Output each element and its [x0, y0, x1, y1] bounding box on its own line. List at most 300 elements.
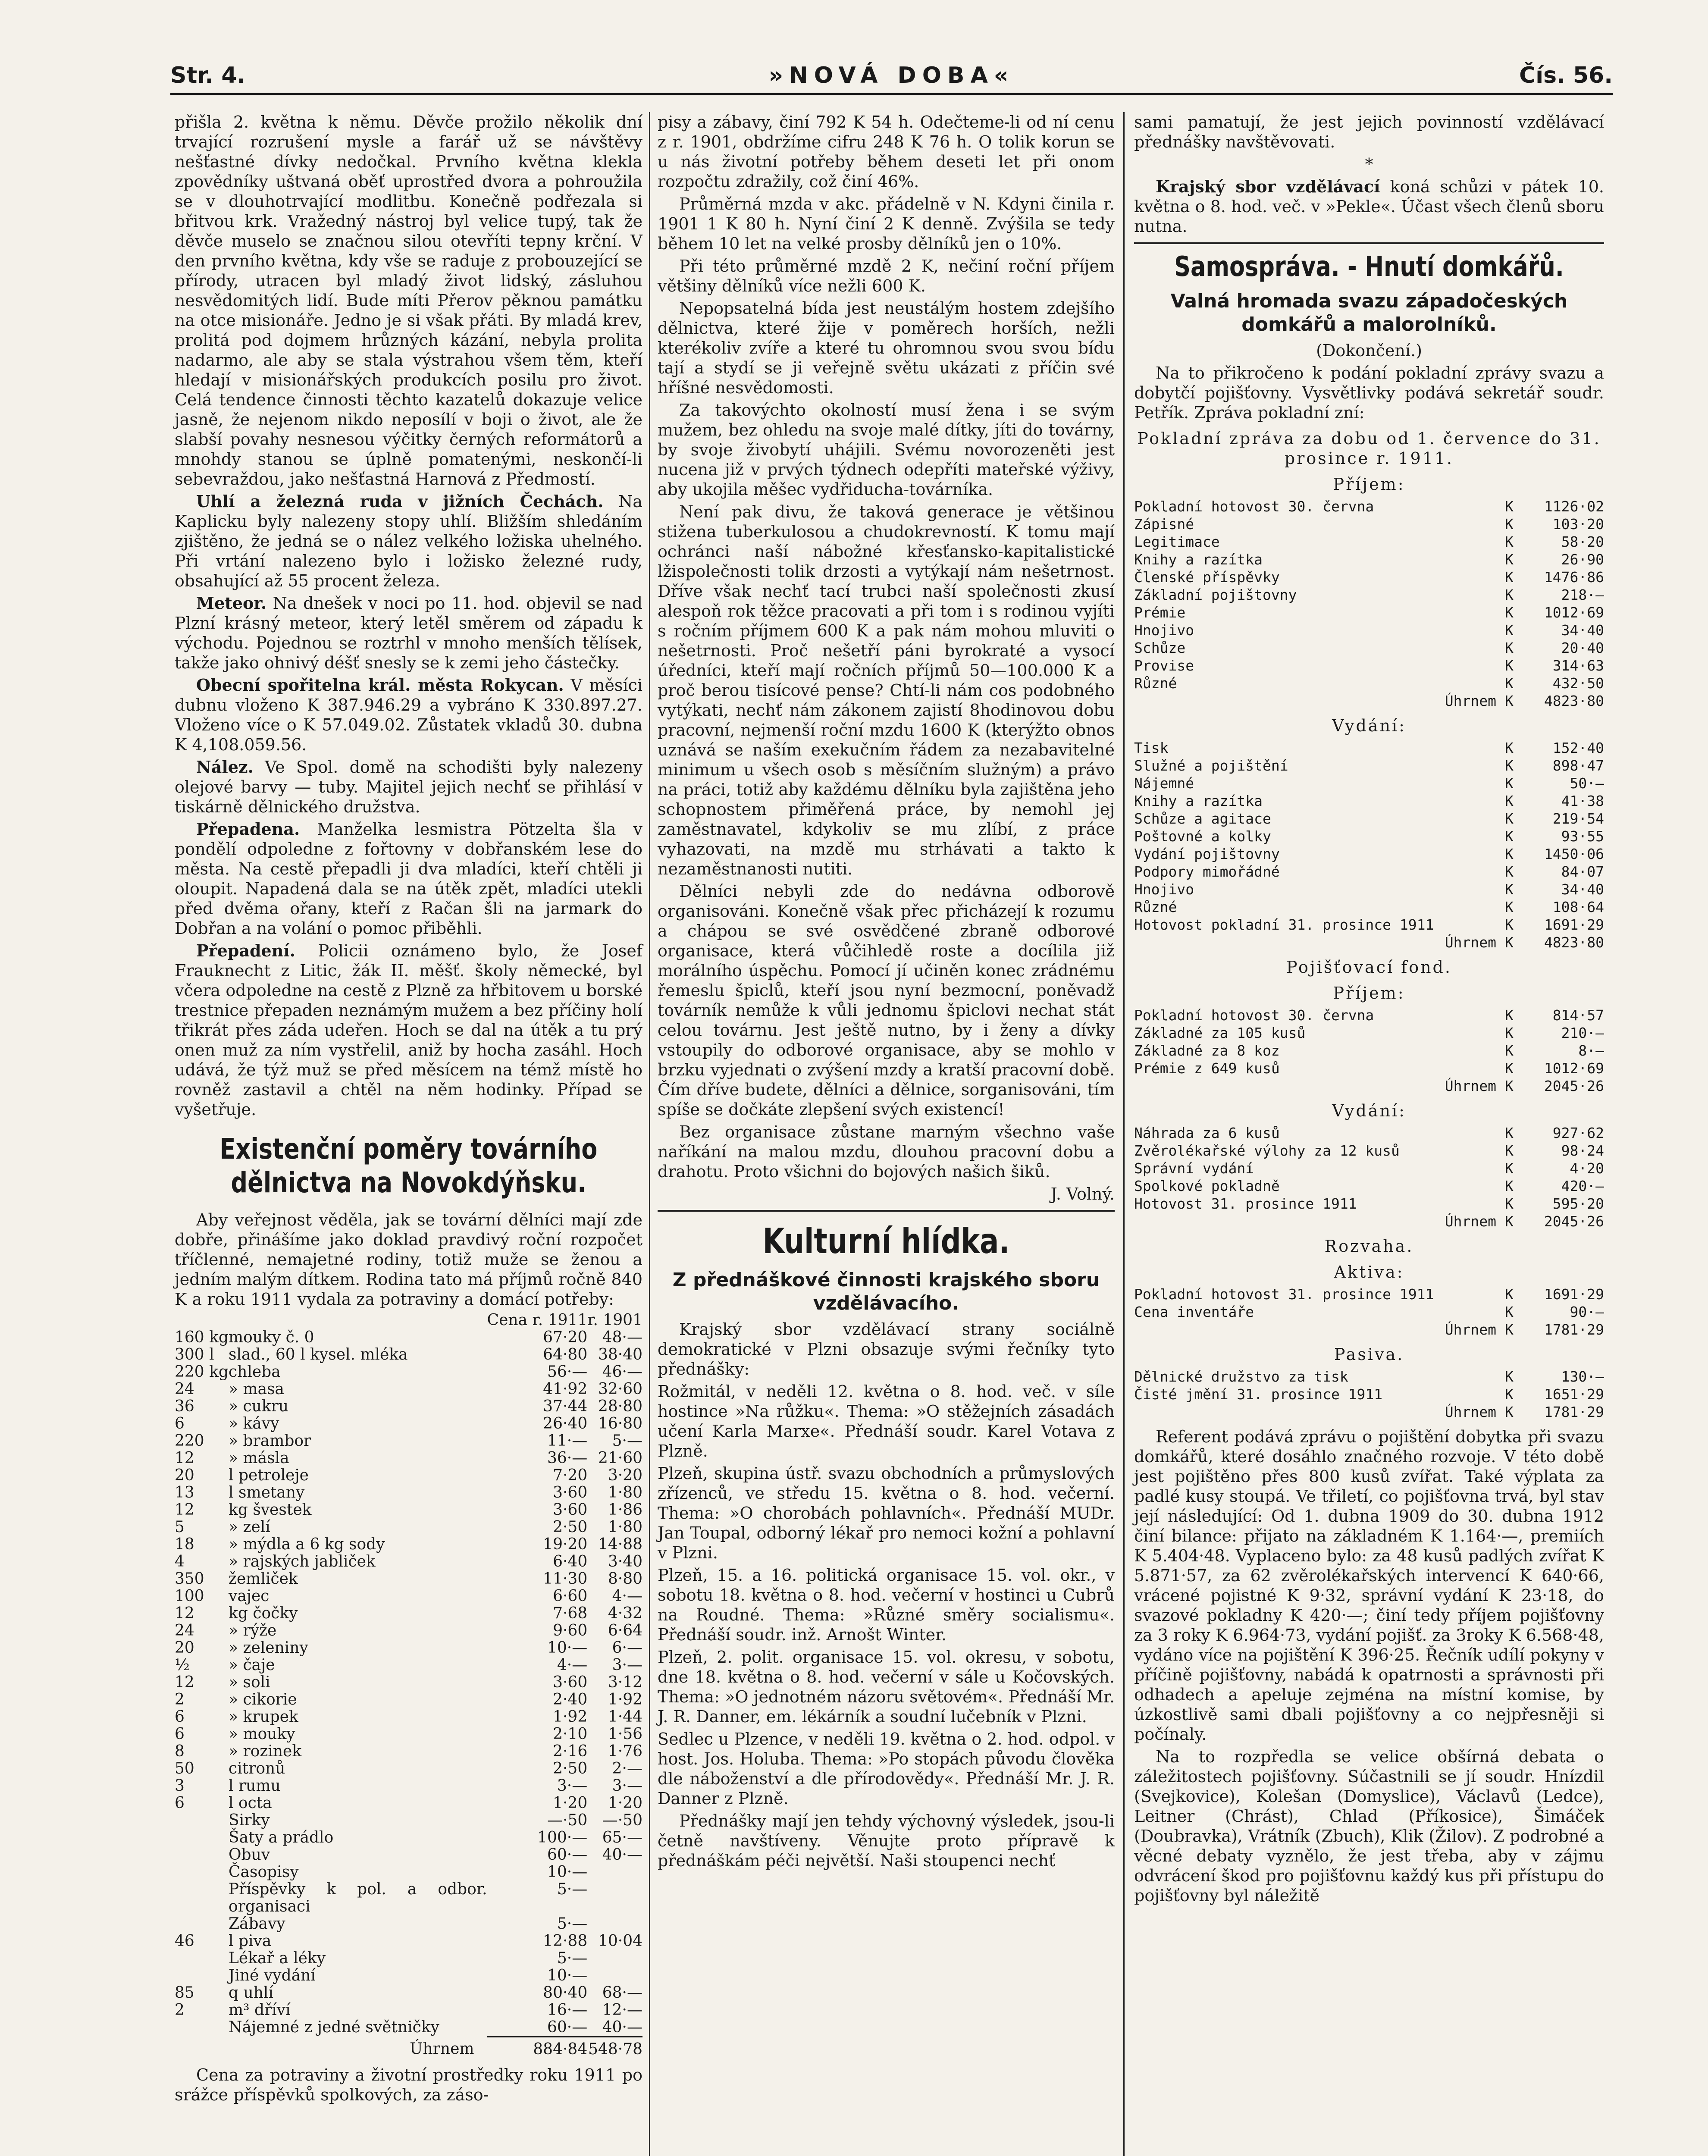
- table-row: [175, 1501, 642, 1519]
- row-price-1911: 2·50: [553, 1518, 588, 1536]
- row-price-1901: 3·20: [608, 1467, 642, 1484]
- table-row: [175, 1984, 642, 2002]
- currency: K: [1505, 657, 1514, 674]
- ledger-row: [1134, 916, 1604, 934]
- row-price-1901: 10·04: [598, 1932, 642, 1950]
- ledger-row: [1134, 568, 1604, 586]
- row-quantity: 20: [175, 1639, 194, 1657]
- row-item: » brambor: [229, 1432, 311, 1450]
- row-item: l rumu: [229, 1777, 281, 1795]
- ledger-label: Náhrada za 6 kusů: [1134, 1125, 1280, 1141]
- ledger-row: [1134, 1059, 1604, 1077]
- row-price-1901: 2·—: [612, 1760, 642, 1777]
- row-price-1911: 60·—: [547, 1846, 588, 1864]
- total-label: Úhrnem: [1445, 1321, 1496, 1338]
- table-row: [175, 1657, 642, 1674]
- row-item: » rozinek: [229, 1742, 302, 1760]
- row-price-1901: —·50: [602, 1811, 642, 1829]
- paragraph: Cena za potraviny a životní prostředky roku 1911 po srážce příspěvků spolkových, za záso-: [175, 2065, 642, 2104]
- row-item: l smetany: [229, 1484, 305, 1501]
- row-quantity: 18: [175, 1536, 194, 1553]
- ledger-row: [1134, 604, 1604, 621]
- expense-total: [1134, 934, 1604, 951]
- row-item: slad., 60 l kysel. mléka: [229, 1346, 408, 1363]
- paragraph: Referent podává zprávu o pojištění dobytka při svazu domkářů, které dosáhlo značného rozvoje. V této době jest pojištěno přes 800 kusů zvířat. Také výplata za padlé kusy stoupá. Ve třiletí, co pojišťovna trvá, byl stav její následující: Od 1. dubna 1909 do 30. dubna 1912 činí bilance: přijato na základném K 1.164·—, premiích K 5.404·48. Vyplaceno bylo: za 48 kusů padlých zvířat K 5.871·57, za 62 zvěrolékařských intervencí K 640·66, vrácené pojistné K 9·32, správní vydání K 23·18, do svazové pokladny K 420·—; činí tedy příjem pojišťovny za 3 roky K 6.964·73, vydání pojišť. za 3roky K 6.568·48, vydáno více na pojištění K 396·25. Řečník udílí pokyny v příčině pojišťovny, nabádá k opatrnosti a správnosti při odhadech a apeluje zejména na místní komise, by úzkostlivě sami dbali pojišťovny a co nejpřesněji si počínaly.: [1134, 1427, 1604, 1744]
- news-text: Manželka lesmistra Pötzelta šla v pondělí odpoledne z fořtovny v dobřanském lese do města. Na cestě přepadli ji dva mladíci, kteří chtěli ji oloupit. Napadená dala se na útěk zpět, mladíci utekli před dvěma ořany, kteří z Račan šli na jarmark do Dobřan a na volání o pomoc přiběhli.: [175, 820, 642, 938]
- row-price-1901: 21·60: [598, 1449, 642, 1467]
- table-row: [175, 1415, 642, 1432]
- paragraph: Na to přikročeno k podání pokladní zprávy svazu a dobytčí pojišťovny. Vysvětlivky podává sekretář soudr. Petřík. Zpráva pokladní zní:: [1134, 364, 1604, 422]
- total-value: 1781·29: [1544, 1321, 1604, 1338]
- row-quantity: 6: [175, 1708, 185, 1726]
- ledger-label: Služné a pojištění: [1134, 757, 1288, 774]
- currency: K: [1505, 569, 1514, 586]
- row-item: l octa: [229, 1794, 272, 1812]
- row-price-1911: 80·40: [543, 1984, 588, 2002]
- issue-number: Čís. 56.: [1519, 63, 1613, 88]
- row-price-1901: 12·—: [602, 2001, 642, 2019]
- currency: K: [1505, 1386, 1514, 1403]
- total-row: [1134, 1403, 1604, 1421]
- row-price-1911: 2·16: [553, 1742, 588, 1760]
- currency: K: [1505, 533, 1514, 550]
- row-price-1901: 4·—: [612, 1587, 642, 1605]
- row-quantity: 8: [175, 1742, 185, 1760]
- ledger-row: [1134, 657, 1604, 674]
- currency: K: [1505, 1007, 1514, 1024]
- column-header: r. 1901: [587, 1311, 642, 1329]
- table-row: [175, 1795, 642, 1812]
- ledger-row: [1134, 863, 1604, 881]
- row-price-1911: 2·40: [553, 1691, 588, 1708]
- assets-label: Aktiva:: [1334, 1263, 1404, 1282]
- lecture-item: Plzeň, 15. a 16. politická organisace 15. vol. okr., v sobotu 18. května o 8. hod. večerní v hostinci u Cubrů na Roudné. Thema: »Různé směry socialismu«. Přednáší soudr. inž. Arnošt Winter.: [658, 1566, 1115, 1644]
- row-item: chleba: [229, 1363, 281, 1381]
- news-text: V měsíci dubnu vloženo K 387.946.29 a vybráno K 330.897.27. Vloženo více o K 57.049.02. Zůstatek vkladů 30. dubna K 4,108.059.56.: [175, 676, 642, 754]
- section-title: Kulturní hlídka.: [762, 1221, 1010, 1261]
- row-quantity: 6: [175, 1725, 185, 1743]
- row-price-1911: 16·—: [547, 2001, 588, 2019]
- ledger-value: 50·—: [1570, 775, 1604, 792]
- ledger-value: 90·—: [1570, 1304, 1604, 1320]
- row-price-1901: 1·80: [608, 1484, 642, 1501]
- assets-table: [1134, 1285, 1604, 1321]
- ledger-row: [1134, 1024, 1604, 1042]
- continued-note: (Dokončení.): [1316, 341, 1422, 360]
- ledger-value: 898·47: [1552, 757, 1604, 774]
- currency: K: [1505, 1025, 1514, 1041]
- ledger-value: 314·63: [1552, 657, 1604, 674]
- ledger-value: 1691·29: [1544, 916, 1604, 933]
- table-row: [175, 1605, 642, 1622]
- currency: K: [1505, 1042, 1514, 1059]
- row-quantity: 24: [175, 1622, 194, 1639]
- total-label: Úhrnem: [1445, 1078, 1496, 1094]
- row-item: m³ dříví: [229, 2001, 291, 2019]
- total-label: Úhrnem: [410, 2040, 474, 2058]
- row-quantity: 13: [175, 1484, 194, 1501]
- row-item: mouky č. 0: [229, 1329, 314, 1346]
- news-item: [1134, 177, 1604, 236]
- row-price-1901: [587, 1881, 642, 1915]
- row-price-1911: 1·92: [553, 1708, 588, 1726]
- row-item: citronů: [229, 1760, 285, 1777]
- ledger-value: 1012·69: [1544, 1060, 1604, 1077]
- row-price-1911: 12·88: [543, 1932, 588, 1950]
- ledger-value: 20·40: [1561, 639, 1604, 656]
- news-item: [175, 819, 642, 938]
- row-quantity: 24: [175, 1380, 194, 1398]
- row-quantity: 300 l: [175, 1346, 214, 1363]
- row-item: kg čočky: [229, 1604, 298, 1622]
- row-price-1911: 67·20: [543, 1329, 588, 1346]
- paragraph: Průměrná mzda v akc. přádelně v N. Kdyni činila r. 1901 1 K 80 h. Nyní činí 2 K denně. Zvýšila se tedy během 10 let na velké prosby dělníků jen o 10%.: [658, 194, 1115, 253]
- table-row: [175, 1639, 642, 1657]
- row-item: » mouky: [229, 1725, 295, 1743]
- row-item: » cukru: [229, 1398, 289, 1415]
- expense-label: Vydání:: [1332, 716, 1406, 735]
- ledger-label: Cena inventáře: [1134, 1304, 1254, 1320]
- row-price-1911: 64·80: [543, 1346, 588, 1363]
- paragraph: Nepopsatelná bída jest neustálým hostem zdejšího dělnictva, které žije v poměrech horších, nežli kterékoliv zvíře a které tu ohromnou svou svou bídu tají a stydí se ji veřejně světu ukázati z příčin své hříšné nesvědomosti.: [658, 299, 1115, 397]
- currency: K: [1505, 740, 1514, 756]
- row-price-1911: 100·—: [537, 1829, 588, 1846]
- table-row: [175, 1743, 642, 1760]
- row-price-1901: 1·76: [608, 1742, 642, 1760]
- row-quantity: 36: [175, 1398, 194, 1415]
- ledger-row: [1134, 1124, 1604, 1142]
- ledger-row: [1134, 586, 1604, 604]
- currency: K: [1505, 586, 1514, 603]
- income-label: Příjem:: [1333, 475, 1405, 494]
- ledger-row: [1134, 515, 1604, 533]
- row-price-1901: 8·80: [608, 1570, 642, 1588]
- row-item: l piva: [229, 1932, 272, 1950]
- paragraph: Není pak divu, že taková generace je většinou stižena tuberkulosou a chudokrevností. K tomu mají ochránci naší nábožné křesťansko-kapitalistické lžispolečnosti tolik drzosti a vytýkají nám nešetrnost. Dříve však nechť tací trubci naší společnosti zkusí alespoň rok těžce pracovati a při tom i s rodinou vyjíti s ročním příjmem 600 K a pak nám mohou mluviti o nešetrnosti. Proč nešetří páni byrokraté a vysocí úředníci, kteří mají ročních příjmů 50—100.000 K a proč berou tisícové pense? Chtí-li nám cos podobného vytýkati, nechť nám zákonem zajistí 8hodinovou dobu pracovní, nejmenší roční mzdu 1600 K (kterýžto obnos uznává se naším exekučním řádem za nezabavitelné minimum u všech osob s měsíčním služným) a právo na práci, totiž aby každému dělníku byla zajištěna jeho schopnostem přiměřená práce, by nemohl jej zaměstnavatel, kdykoliv se mu zlíbí, z práce vyhazovati, na mzdě mu strhávati a takto k nezaměstnanosti nutiti.: [658, 502, 1115, 878]
- ledger-value: 98·24: [1561, 1142, 1604, 1159]
- row-quantity: 6: [175, 1415, 185, 1432]
- ledger-value: 1126·02: [1544, 498, 1604, 515]
- row-quantity: 12: [175, 1501, 194, 1519]
- separator-star: *: [1365, 155, 1373, 174]
- currency: K: [1505, 1078, 1514, 1094]
- table-row: [175, 1726, 642, 1743]
- table-row: [175, 1346, 642, 1363]
- row-price-1901: 40·—: [602, 2018, 642, 2036]
- ledger-label: Zvěrolékařské výlohy za 12 kusů: [1134, 1142, 1400, 1159]
- ledger-value: 420·—: [1561, 1178, 1604, 1194]
- row-quantity: 220 kg: [175, 1363, 229, 1381]
- currency: K: [1505, 1160, 1514, 1177]
- row-quantity: 12: [175, 1673, 194, 1691]
- currency: K: [1505, 551, 1514, 568]
- row-item: l petroleje: [229, 1467, 309, 1484]
- lecture-item: Plzeň, 2. polit. organisace 15. vol. okresu, v sobotu, dne 18. května o 8. hod. večerní v sále u Kočovských. Thema: »O jednotném názoru světovém«. Přednáší Mr. J. R. Danner, em. lékárník a soudní lučebník v Plzni.: [658, 1648, 1115, 1726]
- currency: K: [1505, 516, 1514, 533]
- row-quantity: 12: [175, 1449, 194, 1467]
- ledger-label: Zápisné: [1134, 516, 1194, 533]
- table-row: [175, 1363, 642, 1381]
- section-subtitle: Valná hromada svazu západočeských domkářů a malorolníků.: [1170, 290, 1568, 335]
- ledger-row: [1134, 533, 1604, 551]
- row-item: Obuv: [229, 1846, 270, 1864]
- ledger-label: Podpory mimořádné: [1134, 863, 1280, 880]
- ledger-row: [1134, 1285, 1604, 1303]
- ledger-value: 84·07: [1561, 863, 1604, 880]
- news-text: Na dnešek v noci po 11. hod. objevil se nad Plzní krásný meteor, který letěl směrem od západu k východu. Pojednou se roztrhl v mnoho menších tělísek, takže jako ohnivý déšť snesly se k zemi jeho částečky.: [175, 594, 642, 672]
- table-row: [175, 1536, 642, 1553]
- paragraph: Bez organisace zůstane marným všechno vaše naříkání na malou mzdu, dlouhou pracovní dobu a drahotu. Proto všichni do bojových našich šiků.: [658, 1122, 1115, 1181]
- row-quantity: [175, 1812, 229, 1829]
- row-item: » mýdla a 6 kg sody: [229, 1536, 385, 1553]
- row-quantity: [175, 1915, 229, 1933]
- row-quantity: [175, 2019, 229, 2037]
- row-price-1911: 10·—: [547, 1639, 588, 1657]
- row-price-1901: 65·—: [602, 1829, 642, 1846]
- ledger-label: Základné za 8 koz: [1134, 1042, 1280, 1059]
- row-price-1911: 7·20: [553, 1467, 588, 1484]
- table-row: [175, 1933, 642, 1950]
- ledger-value: 814·57: [1552, 1007, 1604, 1024]
- ledger-label: Hotovost pokladní 31. prosince 1911: [1134, 916, 1434, 933]
- row-price-1901: 1·86: [608, 1501, 642, 1519]
- paragraph: Aby veřejnost věděla, jak se tovární dělníci mají zde dobře, přinášíme jako doklad pravdivý roční rozpočet tříčlenné, nemajetné rodiny, totiž muže se ženou a jedním malým dítkem. Rodina tato má příjmů ročně 840 K a roku 1911 vydala za potraviny a domácí potřeby:: [175, 1210, 642, 1309]
- table-row: [175, 1760, 642, 1777]
- ledger-label: Knihy a razítka: [1134, 793, 1263, 809]
- row-quantity: 2: [175, 2001, 185, 2019]
- row-price-1901: 6·64: [608, 1622, 642, 1639]
- news-text: koná schůzi v pátek 10. května o 8. hod. več. v »Pekle«. Účast všech členů sboru nutna.: [1134, 177, 1604, 236]
- insurance-income-table: [1134, 1006, 1604, 1077]
- row-price-1901: 3·—: [612, 1777, 642, 1795]
- insurance-title: Pojišťovací fond.: [1286, 958, 1452, 977]
- currency: K: [1505, 693, 1514, 709]
- currency: K: [1505, 793, 1514, 809]
- row-price-1911: 2·50: [553, 1760, 588, 1777]
- total-value: 4823·80: [1544, 934, 1604, 951]
- column-divider: [1123, 112, 1125, 2156]
- table-row: [175, 1484, 642, 1501]
- news-headline: Krajský sbor vzdělávací: [1156, 177, 1380, 196]
- row-price-1911: 6·40: [553, 1553, 588, 1570]
- ledger-label: Prémie: [1134, 604, 1186, 621]
- ledger-row: [1134, 827, 1604, 845]
- row-price-1911: 6·60: [553, 1587, 588, 1605]
- paragraph: Krajský sbor vzdělávací strany sociálně demokratické v Plzni obsazuje svými řečníky tyto přednášky:: [658, 1320, 1115, 1379]
- row-quantity: 85: [175, 1984, 194, 2002]
- ledger-row: [1134, 792, 1604, 810]
- row-price-1911: 19·20: [543, 1536, 588, 1553]
- ledger-label: Různé: [1134, 675, 1177, 692]
- row-price-1911: 7·68: [553, 1604, 588, 1622]
- row-item: q uhlí: [229, 1984, 273, 2002]
- currency: K: [1505, 1404, 1514, 1420]
- table-row: [175, 1864, 642, 1881]
- row-price-1901: [587, 1967, 642, 1984]
- total-value: 2045·26: [1544, 1213, 1604, 1230]
- ledger-row: [1134, 845, 1604, 863]
- section-subtitle: Z přednáškové činnosti krajského sboru vzdělávacího.: [672, 1269, 1100, 1314]
- paragraph: Při této průměrné mzdě 2 K, nečiní roční příjem většiny dělníků více nežli 600 K.: [658, 257, 1115, 295]
- ledger-row: [1134, 881, 1604, 898]
- row-item: vajec: [229, 1587, 270, 1605]
- row-price-1911: 5·—: [557, 1880, 588, 1898]
- currency: K: [1505, 639, 1514, 656]
- total-row: [1134, 692, 1604, 710]
- table-row: [175, 1519, 642, 1536]
- row-quantity: 4: [175, 1553, 185, 1570]
- row-quantity: [175, 1967, 229, 1984]
- row-price-1901: 3·40: [608, 1553, 642, 1570]
- newspaper-title: »NOVÁ DOBA«: [768, 63, 1015, 88]
- total-value: 2045·26: [1544, 1078, 1604, 1094]
- ledger-label: Legitimace: [1134, 533, 1220, 550]
- currency: K: [1505, 1213, 1514, 1230]
- table-row: [175, 1570, 642, 1588]
- ledger-row: [1134, 551, 1604, 568]
- row-item: žemliček: [229, 1570, 298, 1588]
- ledger-value: 8·—: [1578, 1042, 1604, 1059]
- row-price-1901: 5·—: [612, 1432, 642, 1450]
- ledger-value: 34·40: [1561, 622, 1604, 639]
- row-price-1901: 1·80: [608, 1518, 642, 1536]
- row-price-1911: 60·—: [547, 2018, 588, 2036]
- row-price-1911: —·50: [547, 1811, 588, 1829]
- ledger-value: 58·20: [1561, 533, 1604, 550]
- ledger-value: 130·—: [1561, 1368, 1604, 1385]
- row-price-1911: 11·30: [543, 1570, 588, 1588]
- row-quantity: ½: [175, 1656, 190, 1674]
- table-row: [175, 1674, 642, 1691]
- ledger-label: Členské příspěvky: [1134, 569, 1280, 586]
- currency: K: [1505, 1286, 1514, 1303]
- insurance-income-total: [1134, 1077, 1604, 1095]
- paragraph: Dělníci nebyli zde do nedávna odborově organisováni. Konečně však přec přicházejí k rozumu a chápou se své osvědčené zbraně odborové organisace, která vůčihledě roste a docílila již morálního úspěchu. Pomocí jí učiněn konec zrádnému řemeslu špiclů, kteří jsou nyní bezmocní, poněvadž továrník nemůže k vůli jednomu špiclovi nechat stát celou továrnu. Jest ještě nutno, by i ženy a dívky vstoupily do odborové organisace, aby se mohlo v brzku vyjednati o zvýšení mzdy a kratší pracovní době. Čím dříve budete, dělníci a dělnice, sorganisováni, tím spíše se dočkáte zlepšení svých existencí!: [658, 882, 1115, 1119]
- row-item: Nájemné z jedné světničky: [229, 2018, 439, 2036]
- assets-total: [1134, 1321, 1604, 1338]
- ledger-value: 93·55: [1561, 828, 1604, 845]
- news-text: Na Kaplicku byly nalezeny stopy uhlí. Bližším shledáním zjištěno, že jedná se o nález velkého ložiska uhelného. Při vrtání nalezeno bylo i ložisko železné rudy, obsahující až 55 procent železa.: [175, 492, 642, 590]
- row-quantity: 220: [175, 1432, 204, 1450]
- row-price-1911: 56·—: [547, 1363, 588, 1381]
- ledger-row: [1134, 1195, 1604, 1213]
- currency: K: [1505, 757, 1514, 774]
- currency: K: [1505, 846, 1514, 862]
- section-rule: [658, 1210, 1115, 1212]
- ledger-label: Nájemné: [1134, 775, 1194, 792]
- currency: K: [1505, 1142, 1514, 1159]
- total-1911: 884·84: [487, 2037, 588, 2059]
- row-item: » masa: [229, 1380, 285, 1398]
- table-row: [175, 1450, 642, 1467]
- column-3: [1134, 112, 1604, 1908]
- ledger-row: [1134, 774, 1604, 792]
- ledger-row: [1134, 1042, 1604, 1059]
- ledger-value: 432·50: [1552, 675, 1604, 692]
- currency: K: [1505, 810, 1514, 827]
- news-item: [175, 941, 642, 1119]
- ledger-row: [1134, 621, 1604, 639]
- ledger-row: [1134, 498, 1604, 515]
- liabilities-total: [1134, 1403, 1604, 1421]
- total-label: Úhrnem: [1445, 1404, 1496, 1420]
- income-label: Příjem:: [1333, 984, 1405, 1003]
- ledger-value: 4·20: [1570, 1160, 1604, 1177]
- ledger-value: 595·20: [1552, 1195, 1604, 1212]
- row-quantity: 46: [175, 1932, 194, 1950]
- row-item: » zelí: [229, 1518, 270, 1536]
- row-item: » másla: [229, 1449, 289, 1467]
- ledger-label: Hnojivo: [1134, 622, 1194, 639]
- ledger-label: Provise: [1134, 657, 1194, 674]
- currency: K: [1505, 899, 1514, 915]
- row-quantity: 160 kg: [175, 1329, 229, 1346]
- ledger-label: Hnojivo: [1134, 881, 1194, 898]
- paragraph: Na to rozpředla se velice obšírná debata o záležitostech pojišťovny. Súčastnili se jí soudr. Hnízdil (Svejkovice), Kolešan (Domyslice), Václavů (Ledce), Leitner (Chrást), Chlad (Příkosice), Šimáček (Doubravka), Vrátník (Zbuch), Klik (Žilov). Z podrobné a věcné debaty vyznělo, že jest třeba, aby v zájmu odvrácení škod pro pojišťovnu každý kus při přístupu do pojišťovny byl náležitě: [1134, 1747, 1604, 1905]
- news-item: [175, 675, 642, 755]
- ledger-value: 26·90: [1561, 551, 1604, 568]
- ledger-label: Základné za 105 kusů: [1134, 1025, 1306, 1041]
- page-header: [170, 54, 1613, 95]
- table-row: [175, 1829, 642, 1846]
- ledger-value: 152·40: [1552, 740, 1604, 756]
- currency: K: [1505, 863, 1514, 880]
- row-quantity: [175, 1829, 229, 1846]
- expense-label: Vydání:: [1332, 1101, 1406, 1120]
- row-quantity: 5: [175, 1518, 185, 1536]
- insurance-expense-table: [1134, 1124, 1604, 1213]
- currency: K: [1505, 622, 1514, 639]
- row-item: » soli: [229, 1673, 270, 1691]
- row-quantity: 6: [175, 1794, 185, 1812]
- ledger-label: Spolkové pokladně: [1134, 1178, 1280, 1194]
- ledger-row: [1134, 639, 1604, 657]
- total-label: Úhrnem: [1445, 934, 1496, 951]
- table-row: [175, 1881, 642, 1915]
- row-price-1901: 68·—: [602, 1984, 642, 2002]
- table-row: [175, 1398, 642, 1415]
- total-row: [1134, 934, 1604, 951]
- ledger-label: Pokladní hotovost 30. června: [1134, 498, 1374, 515]
- ledger-label: Schůze a agitace: [1134, 810, 1271, 827]
- ledger-value: 219·54: [1552, 810, 1604, 827]
- news-item: [175, 593, 642, 673]
- total-label: Úhrnem: [1445, 1213, 1496, 1230]
- ledger-row: [1134, 1385, 1604, 1403]
- paragraph: přišla 2. května k němu. Děvče prožilo několik dní trvající rozrušení mysle a farář už se návštěvy nešťastné dívky nedočkal. Prvního května klekla zpovědníky uštvaná oběť uprostřed dvora a pohroužila se v dlouhotrvající modlitbu. Konečně podřezala si břitvou krk. Vražedný nástroj byl velice tupý, tak že děvče muselo se značnou silou otevříti tepny krční. V den prvního května, kdy vše se raduje z probouzející se přírody, utracen byl mladý život lidský, zásluhou nesvědomitých lidí. Bude míti Přerov pěknou památku na otce misionáře. Jedno je si však přáti. By mladá krev, prolitá pod dojmem hrůzných kázání, nebyla prolita nadarmo, ale aby se stala výstrahou všem těm, kteří hledají v misionářských produkcích posilu pro život. Celá tendence činnosti těchto kazatelů dokazuje velice jasně, že nejenom nikdo neposílí v boji o život, ale že slabší povahy nesnesou výčitky černých reformátorů a mnohdy stanou se úplně pomatenými, neskončí-li sebevraždou, jako nešťastná Harnová z Předmostí.: [175, 113, 642, 489]
- news-headline: Uhlí a železná ruda v jižních Čechách.: [196, 492, 604, 511]
- row-price-1901: [587, 1864, 642, 1881]
- ledger-label: Správní vydání: [1134, 1160, 1254, 1177]
- paragraph: sami pamatují, že jest jejich povinností vzdělávací přednášky navštěvovati.: [1134, 113, 1604, 151]
- row-price-1901: 46·—: [602, 1363, 642, 1381]
- total-value: 4823·80: [1544, 693, 1604, 709]
- news-headline: Obecní spořitelna král. města Rokycan.: [196, 675, 564, 695]
- row-price-1911: 37·44: [543, 1398, 588, 1415]
- ledger-row: [1134, 1006, 1604, 1024]
- row-item: Časopisy: [229, 1863, 299, 1881]
- row-quantity: [175, 1950, 229, 1967]
- total-row: [1134, 1077, 1604, 1095]
- currency: K: [1505, 1125, 1514, 1141]
- row-price-1901: 28·80: [598, 1398, 642, 1415]
- currency: K: [1505, 828, 1514, 845]
- row-price-1911: 1·20: [553, 1794, 588, 1812]
- row-price-1901: [587, 1915, 642, 1933]
- report-title: Pokladní zpráva za dobu od 1. července do 31. prosince r. 1911.: [1137, 429, 1601, 468]
- row-price-1901: 3·12: [608, 1673, 642, 1691]
- row-quantity: [175, 1881, 229, 1915]
